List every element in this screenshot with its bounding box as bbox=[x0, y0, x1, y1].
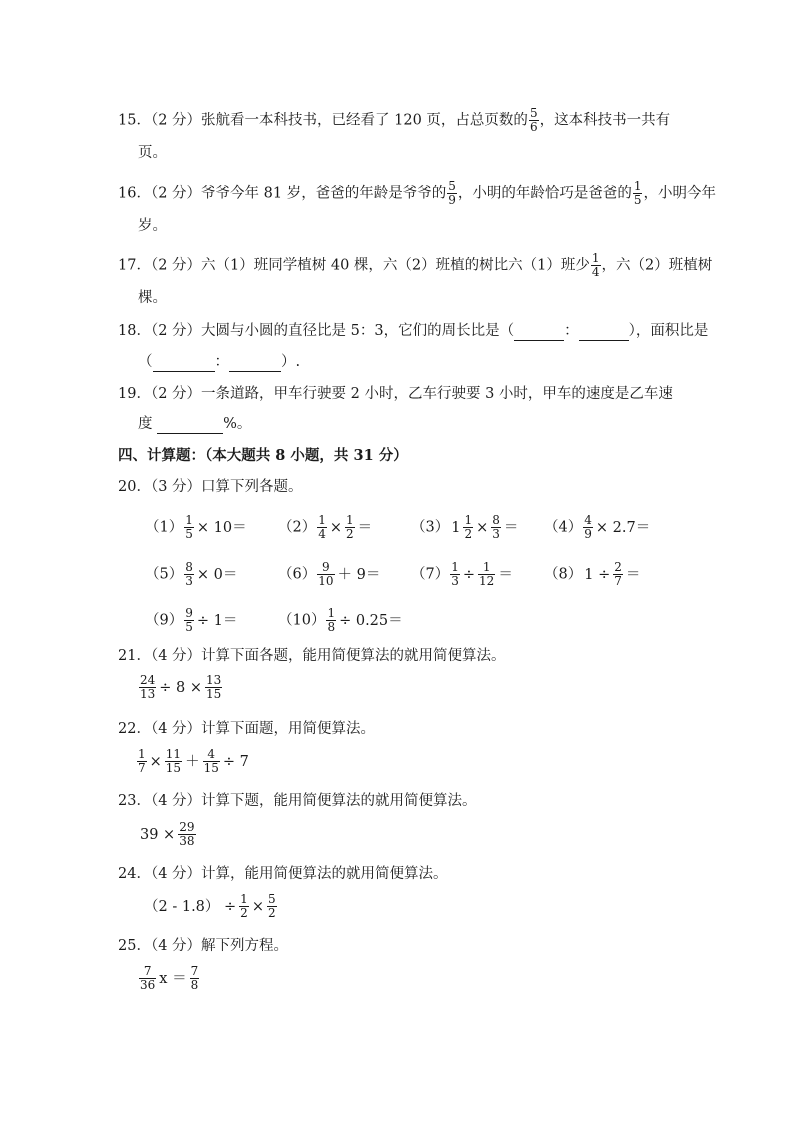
fraction bbox=[184, 561, 194, 588]
denominator: 15 bbox=[203, 761, 219, 775]
expression-text: 39 × bbox=[140, 826, 176, 843]
expression-text: （2 - 1.8） ÷ bbox=[144, 898, 237, 915]
denominator: 3 bbox=[492, 527, 500, 541]
numerator: 8 bbox=[492, 513, 500, 527]
denominator: 2 bbox=[464, 527, 473, 541]
denominator: 13 bbox=[140, 687, 156, 701]
question-19-continued: 度 %。 bbox=[138, 416, 252, 432]
fraction bbox=[317, 514, 327, 541]
denominator: 3 bbox=[185, 574, 193, 588]
fraction bbox=[463, 514, 473, 541]
expression-text: × 10＝ bbox=[196, 519, 247, 536]
mental-math-item bbox=[411, 514, 520, 541]
fraction: $\frac{1}{4}$ bbox=[591, 251, 600, 279]
question-25: 25．（4 分）解下列方程。 bbox=[118, 938, 289, 954]
item-label: （10） bbox=[278, 612, 326, 629]
fraction: $\frac{5}{6}$ bbox=[529, 106, 538, 134]
fraction bbox=[317, 561, 334, 588]
question-15-continued: 页。 bbox=[138, 145, 167, 161]
item-label: （3） bbox=[411, 519, 450, 536]
denominator: 38 bbox=[179, 834, 195, 848]
question-17: 17．（2 分）六（1）班同学植树 40 棵，六（2）班植的树比六（1）班少 $\frac{1}{4}$ ，六（2）班植树 bbox=[118, 251, 713, 279]
question-17-continued: 棵。 bbox=[138, 290, 167, 306]
fraction bbox=[165, 748, 182, 775]
mental-math-item bbox=[544, 514, 652, 541]
fraction bbox=[137, 748, 147, 775]
answer-blank[interactable] bbox=[229, 357, 281, 372]
expression-text: ÷ 7 bbox=[222, 753, 249, 770]
mental-math-item bbox=[278, 607, 405, 634]
fraction bbox=[139, 674, 156, 701]
numerator: 1 bbox=[482, 560, 491, 574]
mental-math-item bbox=[278, 561, 382, 588]
item-label: （1） bbox=[145, 519, 184, 536]
numerator: 1 bbox=[185, 513, 193, 527]
numerator: 9 bbox=[322, 560, 330, 574]
mental-math-item bbox=[411, 561, 515, 588]
expression-text: × 2.7＝ bbox=[595, 519, 651, 536]
answer-blank[interactable] bbox=[579, 326, 629, 341]
fraction bbox=[190, 965, 200, 992]
fraction bbox=[478, 561, 495, 588]
numerator: 1 bbox=[451, 560, 459, 574]
denominator: 36 bbox=[140, 978, 156, 992]
numerator: 11 bbox=[165, 747, 182, 761]
fraction bbox=[178, 821, 195, 848]
expression-23 bbox=[138, 821, 197, 848]
denominator: 5 bbox=[185, 527, 193, 541]
numerator: 7 bbox=[190, 964, 199, 978]
numerator: 8 bbox=[185, 560, 193, 574]
item-label: （4） bbox=[544, 519, 583, 536]
question-15: 15．（2 分）张航看一本科技书，已经看了 120 页，占总页数的 $\frac{5}{6}$ ，这本科技书一共有 bbox=[118, 106, 671, 134]
question-18: 18．（2 分）大圆与小圆的直径比是 5：3，它们的周长比是（ ： ），面积比是 bbox=[118, 323, 709, 339]
expression-text: × bbox=[329, 519, 343, 536]
numerator: 1 bbox=[464, 513, 473, 527]
fraction bbox=[267, 893, 277, 920]
fraction bbox=[239, 893, 249, 920]
expression-text: ＝ bbox=[503, 519, 519, 536]
numerator: 4 bbox=[207, 747, 216, 761]
numerator: 24 bbox=[140, 673, 156, 687]
question-18-continued: （ ： ）. bbox=[138, 354, 301, 370]
numerator: 9 bbox=[185, 606, 193, 620]
numerator: 1 bbox=[327, 606, 336, 620]
denominator: 2 bbox=[267, 906, 276, 920]
denominator: 8 bbox=[190, 978, 199, 992]
mental-math-item bbox=[544, 561, 642, 588]
question-16: 16．（2 分）爷爷今年 81 岁，爸爸的年龄是爷爷的 $\frac{5}{9}$ ，小明的年龄恰巧是爸爸的 $\frac{1}{5}$ ，小明今年 bbox=[118, 179, 716, 207]
denominator: 9 bbox=[584, 527, 592, 541]
expression-text: ＝ bbox=[357, 519, 373, 536]
expression-25 bbox=[138, 965, 200, 992]
answer-blank[interactable] bbox=[514, 326, 564, 341]
expression-text: × 0＝ bbox=[196, 566, 238, 583]
item-label: （2） bbox=[278, 519, 317, 536]
fraction bbox=[205, 674, 222, 701]
expression-text: ＝ bbox=[498, 566, 513, 583]
denominator: 7 bbox=[614, 574, 622, 588]
mental-math-item bbox=[278, 514, 374, 541]
expression-22 bbox=[136, 748, 251, 775]
item-label: （9） bbox=[145, 612, 184, 629]
expression-text: x ＝ bbox=[159, 970, 187, 987]
expression-24 bbox=[142, 893, 278, 920]
expression-text: × bbox=[476, 519, 489, 536]
denominator: 12 bbox=[479, 574, 495, 588]
numerator: 4 bbox=[584, 513, 592, 527]
item-label: （8） bbox=[544, 566, 583, 583]
expression-text: ÷ 0.25＝ bbox=[339, 612, 403, 629]
expression-text: × bbox=[149, 753, 162, 770]
fraction bbox=[203, 748, 220, 775]
denominator: 15 bbox=[165, 761, 182, 775]
fraction bbox=[184, 514, 194, 541]
numerator: 1 bbox=[240, 892, 248, 906]
numerator: 7 bbox=[143, 964, 152, 978]
denominator: 8 bbox=[327, 620, 336, 634]
fraction: $\frac{5}{9}$ bbox=[448, 179, 456, 207]
expression-text: ＋ bbox=[185, 753, 200, 770]
item-label: （6） bbox=[278, 566, 317, 583]
numerator: 1 bbox=[318, 513, 326, 527]
fraction bbox=[139, 965, 156, 992]
answer-blank[interactable] bbox=[153, 357, 215, 372]
fraction bbox=[326, 607, 336, 634]
numerator: 1 bbox=[138, 747, 146, 761]
question-16-continued: 岁。 bbox=[138, 218, 167, 234]
item-label: （5） bbox=[145, 566, 184, 583]
denominator: 3 bbox=[451, 574, 459, 588]
numerator: 1 bbox=[346, 513, 354, 527]
mental-math-item bbox=[145, 561, 239, 588]
fraction bbox=[345, 514, 355, 541]
fraction bbox=[450, 561, 460, 588]
expression-text: 1 ÷ bbox=[584, 566, 611, 583]
expression-text: ÷ 1＝ bbox=[196, 612, 238, 629]
expression-21 bbox=[138, 674, 223, 701]
numerator: 5 bbox=[267, 892, 276, 906]
fraction bbox=[184, 607, 194, 634]
expression-text: ÷ bbox=[462, 566, 476, 583]
numerator: 2 bbox=[614, 560, 622, 574]
mental-math-item bbox=[145, 514, 249, 541]
denominator: 15 bbox=[206, 687, 222, 701]
answer-blank[interactable] bbox=[157, 419, 223, 434]
question-23: 23．（4 分）计算下题，能用简便算法的就用简便算法。 bbox=[118, 793, 477, 809]
fraction bbox=[613, 561, 623, 588]
denominator: 10 bbox=[318, 574, 334, 588]
denominator: 4 bbox=[318, 527, 326, 541]
fraction bbox=[583, 514, 593, 541]
denominator: 2 bbox=[240, 906, 248, 920]
section-heading: 四、计算题：（本大题共 8 小题，共 31 分） bbox=[118, 447, 408, 464]
numerator: 29 bbox=[179, 820, 195, 834]
item-label: （7） bbox=[411, 566, 450, 583]
fraction bbox=[491, 514, 501, 541]
denominator: 2 bbox=[346, 527, 354, 541]
question-21: 21．（4 分）计算下面各题，能用简便算法的就用简便算法。 bbox=[118, 648, 506, 664]
question-19: 19．（2 分）一条道路，甲车行驶要 2 小时，乙车行驶要 3 小时，甲车的速度是乙车速 bbox=[118, 386, 673, 402]
question-24: 24．（4 分）计算，能用简便算法的就用简便算法。 bbox=[118, 866, 448, 882]
mental-math-item bbox=[145, 607, 239, 634]
denominator: 7 bbox=[138, 761, 146, 775]
fraction: $\frac{1}{5}$ bbox=[633, 179, 642, 207]
numerator: 13 bbox=[206, 673, 222, 687]
expression-text: × bbox=[251, 898, 264, 915]
expression-text: ＋ 9＝ bbox=[337, 566, 381, 583]
expression-text: ＝ bbox=[625, 566, 641, 583]
expression-text: 1 bbox=[451, 519, 461, 536]
question-20: 20．（3 分）口算下列各题。 bbox=[118, 479, 303, 495]
expression-text: ÷ 8 × bbox=[159, 679, 203, 696]
question-22: 22．（4 分）计算下面题，用简便算法。 bbox=[118, 721, 376, 737]
denominator: 5 bbox=[185, 620, 193, 634]
